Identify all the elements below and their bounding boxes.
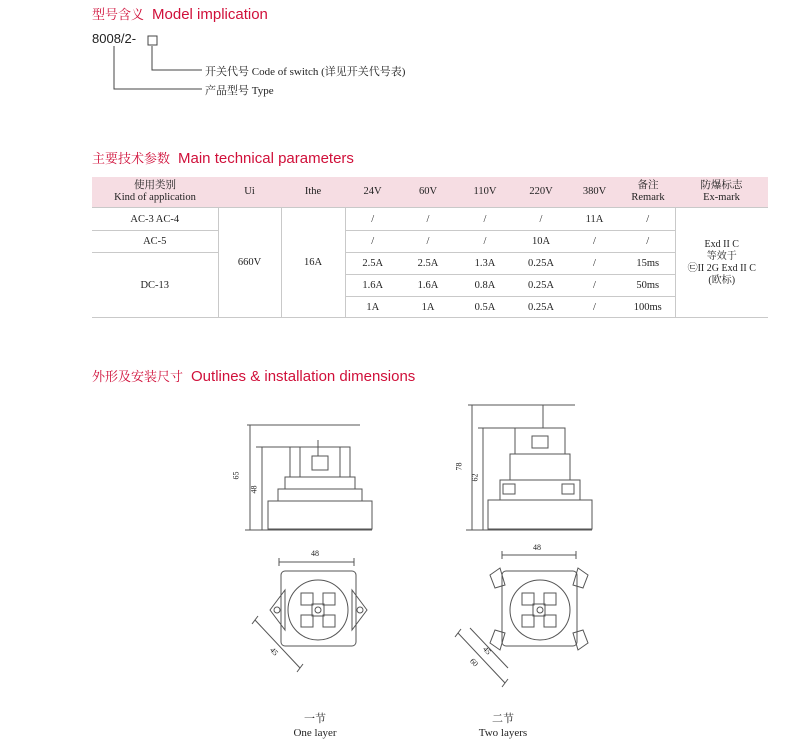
header-24v: 24V: [345, 177, 400, 208]
ex-mark: Exd II C 等效于 ㉢II 2G Exd II C (欧标): [675, 208, 768, 318]
header-380v: 380V: [568, 177, 621, 208]
header-remark: 备注 Remark: [621, 177, 675, 208]
table-row: AC-3 AC-4 660V 16A / / / / 11A / Exd II C 等效于 ㉢II 2G Exd II C (欧标): [92, 208, 768, 231]
one-dim-height-inner: 48: [249, 485, 259, 494]
model-line-switch: 开关代号 Code of switch (详见开关代号表): [205, 66, 406, 78]
two-dim-height-outer: 78: [454, 462, 464, 471]
model-bracket-lines: [114, 36, 202, 89]
header-ithe: Ithe: [281, 177, 345, 208]
header-ex: 防爆标志 Ex-mark: [675, 177, 768, 208]
table-row: DC-13 2.5A 2.5A 1.3A 0.25A / 15ms: [92, 253, 768, 275]
two-dim-diagonal-b: 60: [467, 656, 481, 669]
two-layer-side-view: [466, 405, 592, 530]
outlines-heading: 外形及安装尺寸 Outlines & installation dimensions: [92, 368, 416, 385]
two-dim-height-inner: 62: [470, 473, 480, 482]
table-row: 1.6A 1.6A 0.8A 0.25A / 50ms: [92, 275, 768, 297]
one-dim-width: 48: [311, 549, 319, 558]
header-60v: 60V: [400, 177, 456, 208]
one-layer-caption: 一节 One layer: [293, 713, 337, 739]
table-row: 1A 1A 0.5A 0.25A / 100ms: [92, 297, 768, 318]
model-line-type: 产品型号 Type: [205, 85, 274, 97]
one-layer-side-view: [245, 425, 372, 530]
header-110v: 110V: [456, 177, 514, 208]
header-220v: 220V: [514, 177, 568, 208]
model-code: 8008/2-: [92, 31, 137, 46]
two-layer-caption: 二节 Two layers: [478, 713, 528, 739]
header-ui: Ui: [218, 177, 281, 208]
two-dim-width: 48: [533, 543, 541, 552]
ithe-value: 16A: [281, 208, 345, 318]
one-dim-height-outer: 65: [231, 471, 241, 480]
one-dim-diagonal: 45: [267, 645, 281, 658]
header-kind: 使用类别 Kind of application: [92, 177, 218, 208]
model-heading: 型号含义 Model implication: [92, 6, 268, 23]
params-heading: 主要技术参数 Main technical parameters: [92, 150, 354, 167]
two-dim-diagonal-a: 45: [480, 644, 494, 657]
one-layer-bottom-view: [252, 558, 367, 672]
table-row: AC-5 / / / 10A / /: [92, 231, 768, 253]
ui-value: 660V: [218, 208, 281, 318]
